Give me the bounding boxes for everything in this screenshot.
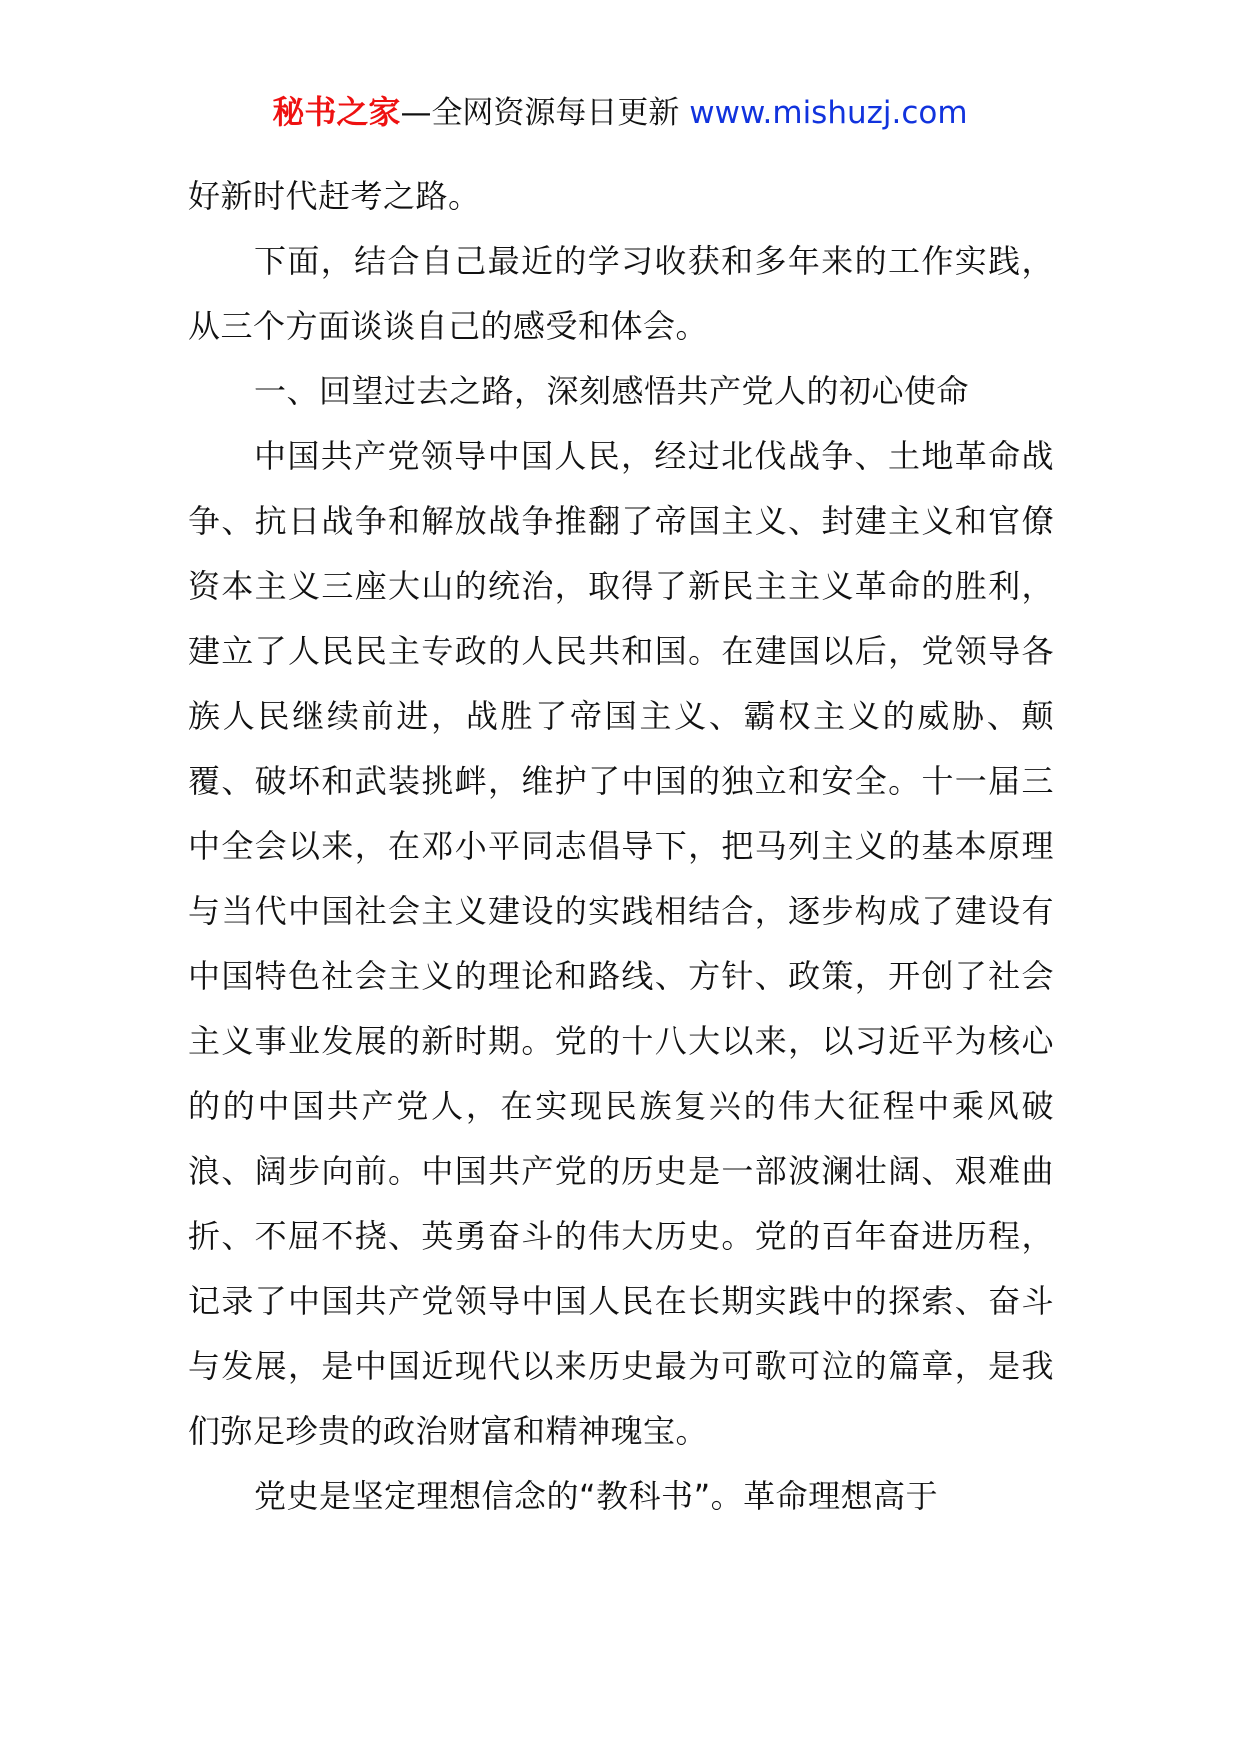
paragraph-textbook: 党史是坚定理想信念的“教科书”。革命理想高于 [254,1477,939,1515]
paragraph-history: 中国共产党领导中国人民，经过北伐战争、土地革命战争、抗日战争和解放战争推翻了帝国主义、封建主义和官僚资本主义三座大山的统治，取得了新民主主义革命的胜利，建立了人民民主专政的人民共和国。在建国以后，党领导各族人民继续前进，战胜了帝国主义、霸权主义的威胁、颠覆、破坏和武装挑衅，维护了中国的独立和安全。十一届三中全会以来，在邓小平同志倡导下，把马列主义的基本原理与当代中国社会主义建设的实践相结合，逐步构成了建设有中国特色社会主义的理论和路线、方针、政策，开创了社会主义事业发展的新时期。党的十八大以来，以习近平为核心的的中国共产党人，在实现民族复兴的伟大征程中乘风破浪、阔步向前。中国共产党的历史是一部波澜壮阔、艰难曲折、不屈不挠、英勇奋斗的伟大历史。党的百年奋进历程，记录了中国共产党领导中国人民在长期实践中的探索、奋斗与发展，是中国近现代以来历史最为可歌可泣的篇章，是我们弥足珍贵的政治财富和精神瑰宝。 [188,437,1054,1450]
section-heading: 一、回望过去之路，深刻感悟共产党人的初心使命 [254,372,970,410]
paragraph-continuation: 好新时代赶考之路。 [188,177,481,215]
paragraph-intro: 下面，结合自己最近的学习收获和多年来的工作实践，从三个方面谈谈自己的感受和体会。 [188,242,1054,345]
header-tagline: —全网资源每日更新 [400,95,690,131]
page-header [0,90,1240,135]
document-body [188,164,1054,1529]
site-url-link[interactable]: www.mishuzj.com [689,95,968,131]
brand-name: 秘书之家 [272,93,401,131]
